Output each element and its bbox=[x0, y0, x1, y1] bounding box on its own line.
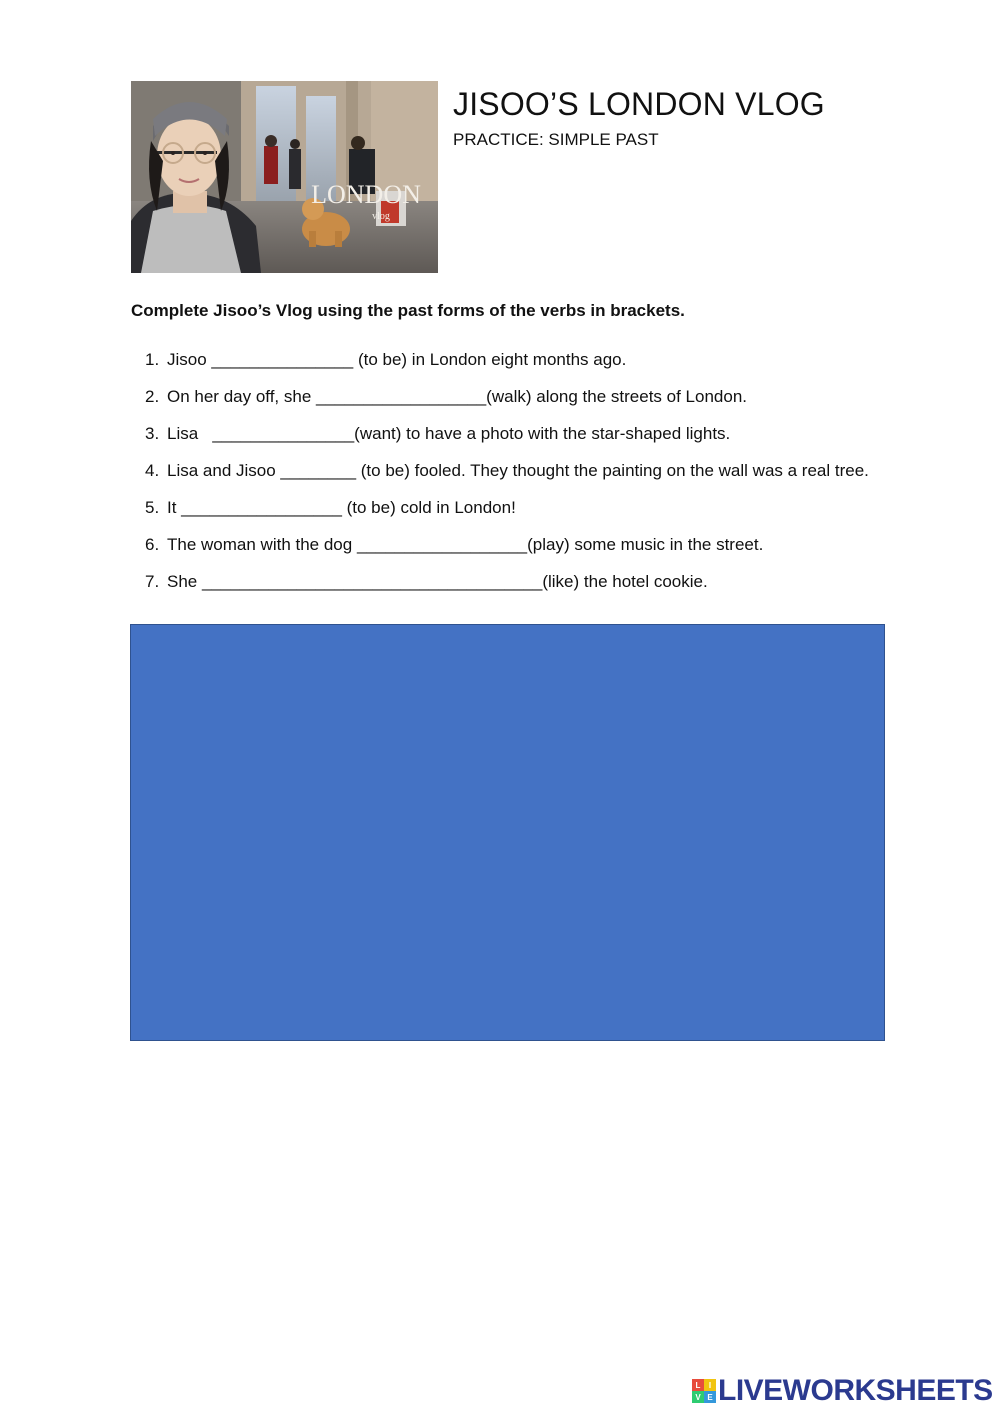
question-number: 7. bbox=[145, 572, 160, 591]
question-item bbox=[131, 572, 981, 609]
question-text: Jisoo _______________ (to be) in London eight months ago. bbox=[167, 350, 627, 369]
question-number: 4. bbox=[145, 461, 160, 480]
question-item bbox=[131, 350, 981, 387]
question-item bbox=[131, 535, 981, 572]
question-number: 5. bbox=[145, 498, 160, 517]
logo-icon bbox=[692, 1379, 716, 1403]
liveworksheets-logo[interactable] bbox=[692, 1376, 993, 1406]
vlog-photo bbox=[131, 81, 438, 273]
logo-mark-letter: E bbox=[704, 1391, 716, 1403]
question-number: 6. bbox=[145, 535, 160, 554]
question-text: The woman with the dog __________________(play) some music in the street. bbox=[167, 535, 764, 554]
question-text: Lisa _______________(want) to have a photo with the star-shaped lights. bbox=[167, 424, 731, 443]
photo-overlay-title: LONDON bbox=[311, 180, 421, 209]
answer-area[interactable] bbox=[130, 624, 885, 1041]
logo-mark-letter: V bbox=[692, 1391, 704, 1403]
instruction-text: Complete Jisoo’s Vlog using the past forms of the verbs in brackets. bbox=[131, 301, 685, 320]
question-item bbox=[131, 424, 981, 461]
question-text: It _________________ (to be) cold in London! bbox=[167, 498, 516, 517]
question-item bbox=[131, 387, 981, 424]
logo-text: LIVEWORKSHEETS bbox=[718, 1374, 993, 1407]
question-number: 1. bbox=[145, 350, 160, 369]
question-list bbox=[131, 350, 981, 609]
question-text: On her day off, she __________________(walk) along the streets of London. bbox=[167, 387, 748, 406]
logo-mark-letter: I bbox=[704, 1379, 716, 1391]
worksheet-subtitle: PRACTICE: SIMPLE PAST bbox=[453, 130, 659, 149]
worksheet-title: JISOO’S LONDON VLOG bbox=[453, 86, 825, 122]
question-item bbox=[131, 498, 981, 535]
photo-overlay-subtitle: vlog bbox=[372, 211, 390, 222]
vlog-photo-illustration bbox=[131, 81, 438, 273]
question-text: She ____________________________________(like) the hotel cookie. bbox=[167, 572, 708, 591]
question-text: Lisa and Jisoo ________ (to be) fooled. They thought the painting on the wall was a real tree. bbox=[167, 461, 869, 480]
logo-mark-letter: L bbox=[692, 1379, 704, 1391]
question-number: 2. bbox=[145, 387, 160, 406]
question-item bbox=[131, 461, 981, 498]
question-number: 3. bbox=[145, 424, 160, 443]
